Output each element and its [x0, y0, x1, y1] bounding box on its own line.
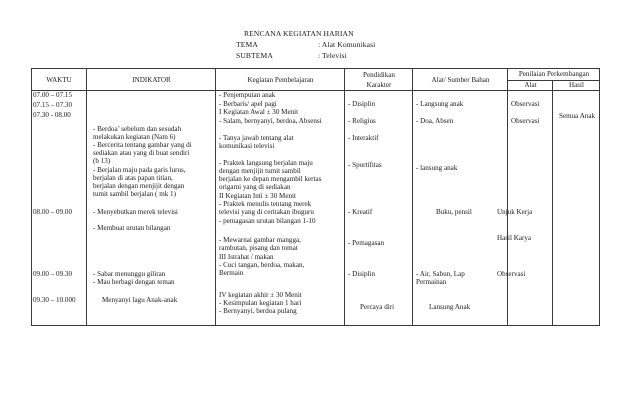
alat-cell: Buku, pensil	[436, 208, 472, 216]
kegiatan-line: berjalan ke depan mengambil kertas	[219, 175, 322, 183]
penilaian-alat-cell: Observasi	[511, 117, 540, 125]
header-karakter-line2: Karakter	[366, 81, 392, 89]
karakter-cell: - Disiplin	[348, 100, 375, 108]
indikator-line: Menyanyi lagu Anak-anak	[102, 296, 178, 304]
indikator-line: (b 13)	[93, 157, 111, 165]
indikator-line: - Bercerita tentang gambar yang di	[93, 141, 192, 149]
indikator-line: sediakan atau yang di buat sendiri	[93, 149, 190, 157]
karakter-cell: - Kreatif	[348, 208, 373, 216]
header-penilaian-alat: Alat	[524, 81, 537, 89]
col-border-3	[344, 68, 345, 326]
table-border-top	[31, 68, 600, 69]
penilaian-alat-cell: Observasi	[511, 100, 540, 108]
alat-cell: - Langsung anak	[416, 100, 464, 108]
waktu-cell: 08.00 – 09.00	[33, 208, 73, 216]
indikator-line: tumit sambil berjalan ( mk 1)	[93, 190, 176, 198]
header-kegiatan: Kegiatan Pembelajaran	[247, 76, 314, 84]
subtema-value: : Televisi	[318, 51, 347, 60]
indikator-line: - Berdoa’ sebelum dan sesudah	[93, 125, 182, 133]
penilaian-alat-cell: Observasi	[497, 270, 526, 278]
header-penilaian-hasil: Hasil	[569, 81, 584, 89]
alat-cell: - Doa, Absen	[416, 117, 454, 125]
kegiatan-line: Bermain	[219, 269, 244, 277]
kegiatan-line: - Penjemputan anak	[219, 91, 276, 99]
penilaian-alat-cell: Hasil Karya	[497, 234, 532, 242]
alat-cell: - Air, Sabun, Lap	[416, 270, 465, 278]
col-border-left	[31, 68, 32, 326]
kegiatan-section-heading: II Kegiatan Inti ± 30 Menit	[219, 192, 296, 200]
kegiatan-line: - Tanya jawab tentang alat	[219, 134, 294, 142]
tema-label: TEMA	[236, 40, 258, 49]
table-border-bottom	[31, 325, 600, 326]
header-alat-sumber: Alat/ Sumber Bahan	[431, 76, 490, 84]
indikator-line: - Membuat urutan bilangan	[93, 224, 171, 232]
karakter-cell: - Sportifitas	[348, 161, 382, 169]
header-waktu: WAKTU	[46, 76, 72, 84]
subtema-label: SUBTEMA	[236, 51, 273, 60]
indikator-line: - Menyebutkan merek televisi	[93, 208, 178, 216]
kegiatan-line: - Cuci tangan, berdoa, makan,	[219, 261, 305, 269]
kegiatan-line: - Mewarnai gambar mangga,	[219, 236, 301, 244]
kegiatan-line: - Berbaris/ apel pagi	[219, 100, 277, 108]
waktu-cell: 07.15 – 07.30	[33, 101, 73, 109]
kegiatan-line: - Bernyanyi, berdoa pulang	[219, 307, 297, 315]
waktu-cell: 07.30 - 08.00	[33, 111, 71, 119]
activity-table	[31, 68, 600, 326]
karakter-cell: - Pemagasan	[348, 239, 385, 247]
waktu-cell: 07.00 – 07.15	[33, 91, 73, 99]
indikator-line: melakukan kegiatan (Nam 6)	[93, 133, 176, 141]
tema-value: : Alat Komunikasi	[318, 40, 376, 49]
kegiatan-line: origami yang di sediakan	[219, 183, 291, 191]
kegiatan-line: dengan menjijit tumit sambil	[219, 167, 301, 175]
penilaian-hasil-cell: Semua Anak	[559, 112, 596, 120]
kegiatan-section-heading: III Istrahat / makan	[219, 253, 274, 261]
karakter-cell: - Disiplin	[348, 270, 375, 278]
indikator-line: berjalan di atas papan titian,	[93, 174, 173, 182]
alat-cell: Permainan	[416, 278, 447, 286]
header-indikator: INDIKATOR	[132, 76, 171, 84]
kegiatan-line: - pemagasan urutan bilangan 1-10	[219, 217, 316, 225]
karakter-cell: Percaya diri	[360, 303, 395, 311]
kegiatan-section-heading: I Kegiatan Awal ± 30 Menit	[219, 108, 299, 116]
penilaian-alat-cell: Unjuk Kerja	[497, 208, 533, 216]
col-border-2	[215, 68, 216, 326]
document-title: RENCANA KEGIATAN HARIAN	[244, 29, 354, 38]
indikator-line: - Sabar menunggu giliran	[93, 270, 166, 278]
header-karakter-line1: Pendidikan	[363, 71, 395, 79]
indikator-line: berjalan dengan menjijit dengan	[93, 182, 185, 190]
waktu-cell: 09.00 – 09.30	[33, 270, 73, 278]
karakter-cell: - Religius	[348, 117, 376, 125]
col-border-6	[552, 80, 553, 326]
karakter-cell: - Interaktif	[348, 134, 379, 142]
kegiatan-line: komunikasi televisi	[219, 142, 275, 150]
col-border-right	[599, 68, 600, 326]
kegiatan-section-heading: IV kegiatan akhir ± 30 Menit	[219, 291, 302, 299]
indikator-line: - Mau berbagi dengan teman	[93, 278, 175, 286]
header-penilaian: Penilaian Perkembangan	[518, 70, 590, 78]
col-border-4	[412, 68, 413, 326]
alat-cell: Lansung Anak	[429, 303, 471, 311]
col-border-5	[507, 68, 508, 326]
kegiatan-line: televisi yang di ceritakan ibuguru	[219, 208, 314, 216]
kegiatan-line: - Praktek langsung berjalan maju	[219, 159, 313, 167]
header-bottom-border	[31, 90, 600, 91]
kegiatan-line: - Kesimpulan kegiatan 1 hari	[219, 299, 302, 307]
waktu-cell: 09.30 – 10.000	[33, 296, 76, 304]
kegiatan-line: rambutan, pisang dan tomat	[219, 244, 298, 252]
indikator-line: - Berjalan maju pada garis lurus,	[93, 166, 186, 174]
kegiatan-line: - Salam, bernyanyi, berdoa, Absensi	[219, 117, 322, 125]
alat-cell: - lansung anak	[416, 164, 458, 172]
col-border-1	[86, 68, 87, 326]
kegiatan-line: - Praktek menulis tentang merek	[219, 200, 312, 208]
